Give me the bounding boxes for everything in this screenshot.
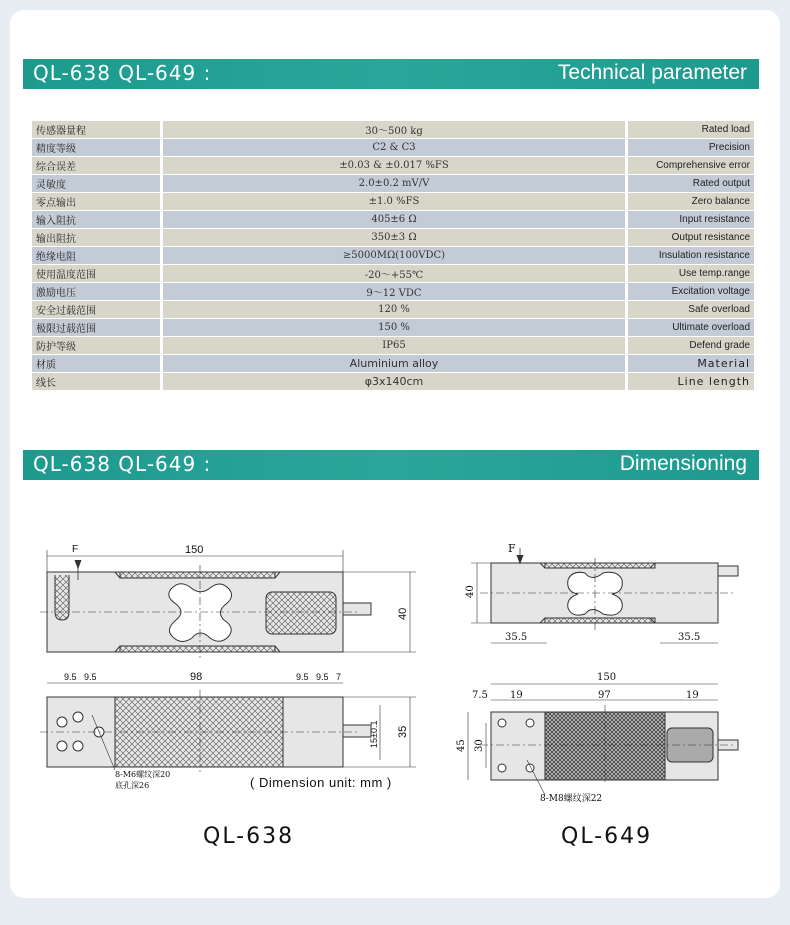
ql638-length-dim: 150 — [185, 544, 204, 556]
ql649-dim-35-5-a: 35.5 — [505, 632, 528, 643]
ql638-dim-7: 7 — [336, 672, 342, 682]
parameter-value: 150 % — [163, 319, 628, 336]
parameter-name-cn: 材质 — [32, 355, 163, 372]
parameter-name-cn: 绝缘电阻 — [32, 247, 163, 264]
model-label-ql638: QL-638 — [203, 824, 295, 849]
parameter-name-en: Ultimate overload — [628, 319, 754, 336]
parameter-value: 350±3 Ω — [163, 229, 628, 246]
dimension-unit-note: ( Dimension unit: mm ) — [250, 775, 392, 790]
ql649-force-label: F — [508, 542, 516, 555]
parameter-value: ±0.03 & ±0.017 %FS — [163, 157, 628, 174]
parameter-name-en: Use temp.range — [628, 265, 754, 282]
parameter-name-en: Line length — [628, 373, 754, 390]
ql649-width-dim: 45 — [456, 739, 467, 752]
ql638-top-view — [40, 683, 416, 772]
ql638-top-length: 98 — [190, 671, 203, 683]
parameter-name-cn: 传感器量程 — [32, 121, 163, 138]
parameter-name-cn: 灵敏度 — [32, 175, 163, 192]
parameter-name-en: Input resistance — [628, 211, 754, 228]
parameter-name-cn: 输出阻抗 — [32, 229, 163, 246]
parameter-name-en: Safe overload — [628, 301, 754, 318]
parameter-name-cn: 使用温度范围 — [32, 265, 163, 282]
ql638-width-dim: 35 — [397, 725, 409, 738]
ql649-hole-spacing-dim: 30 — [474, 739, 485, 752]
parameter-name-cn: 极限过载范围 — [32, 319, 163, 336]
parameter-name-en: Excitation voltage — [628, 283, 754, 300]
ql649-dim-97: 97 — [598, 690, 611, 701]
banner-section-title: Dimensioning — [619, 452, 747, 475]
ql649-thread-note: 8-M8螺纹深22 — [540, 794, 603, 804]
parameter-name-cn: 精度等级 — [32, 139, 163, 156]
parameter-name-en: Comprehensive error — [628, 157, 754, 174]
parameter-name-cn: 综合误差 — [32, 157, 163, 174]
ql638-side-view — [40, 550, 416, 660]
ql649-dim-7-5: 7.5 — [472, 690, 488, 701]
parameter-name-cn: 输入阻抗 — [32, 211, 163, 228]
parameter-name-en: Insulation resistance — [628, 247, 754, 264]
ql649-dim-19-b: 19 — [686, 690, 699, 701]
ql638-hole-dim: 15±0.1 — [369, 720, 379, 748]
ql638-dim-9-5-d: 9.5 — [316, 672, 329, 682]
parameter-name-en: Output resistance — [628, 229, 754, 246]
parameter-name-cn: 安全过载范围 — [32, 301, 163, 318]
ql649-dim-19-a: 19 — [510, 690, 523, 701]
parameter-value: φ3x140cm — [163, 373, 628, 390]
ql649-dim-35-5-b: 35.5 — [678, 632, 701, 643]
parameter-name-en: Rated load — [628, 121, 754, 138]
parameter-name-en: Precision — [628, 139, 754, 156]
parameter-value: ±1.0 %FS — [163, 193, 628, 210]
ql638-force-label: F — [72, 544, 79, 555]
ql638-thread-note: 8-M6螺纹深20 — [115, 770, 171, 779]
parameter-value: -20～+55℃ — [163, 265, 628, 282]
parameter-name-en: Zero balance — [628, 193, 754, 210]
parameter-value: 9～12 VDC — [163, 283, 628, 300]
ql649-side-view — [471, 548, 738, 643]
ql649-length-dim: 150 — [597, 672, 617, 683]
parameter-value: ≥5000MΩ(100VDC) — [163, 247, 628, 264]
banner-model-title: QL-638 QL-649 : — [33, 452, 212, 476]
parameter-name-cn: 线长 — [32, 373, 163, 390]
ql649-height-dim: 40 — [465, 585, 476, 598]
ql638-dim-9-5-c: 9.5 — [296, 672, 309, 682]
parameter-name-en: Rated output — [628, 175, 754, 192]
parameter-name-cn: 激励电压 — [32, 283, 163, 300]
ql638-hole-note: 底孔深26 — [115, 781, 150, 790]
parameter-value: C2 & C3 — [163, 139, 628, 156]
parameter-value: IP65 — [163, 337, 628, 354]
ql638-dim-9-5-b: 9.5 — [84, 672, 97, 682]
parameter-value: 120 % — [163, 301, 628, 318]
ql638-dim-9-5-a: 9.5 — [64, 672, 77, 682]
ql638-height-dim: 40 — [397, 607, 409, 620]
parameter-name-en: Material — [628, 355, 754, 372]
parameter-value: 30～500 kg — [163, 121, 628, 138]
banner-section-title: Technical parameter — [557, 61, 747, 84]
parameter-name-en: Defend grade — [628, 337, 754, 354]
parameter-value: 405±6 Ω — [163, 211, 628, 228]
parameter-value: 2.0±0.2 mV/V — [163, 175, 628, 192]
parameter-value: Aluminium alloy — [163, 355, 628, 372]
banner-model-title: QL-638 QL-649 : — [33, 61, 212, 85]
parameter-name-cn: 零点输出 — [32, 193, 163, 210]
parameter-name-cn: 防护等级 — [32, 337, 163, 354]
model-label-ql649: QL-649 — [561, 824, 653, 849]
